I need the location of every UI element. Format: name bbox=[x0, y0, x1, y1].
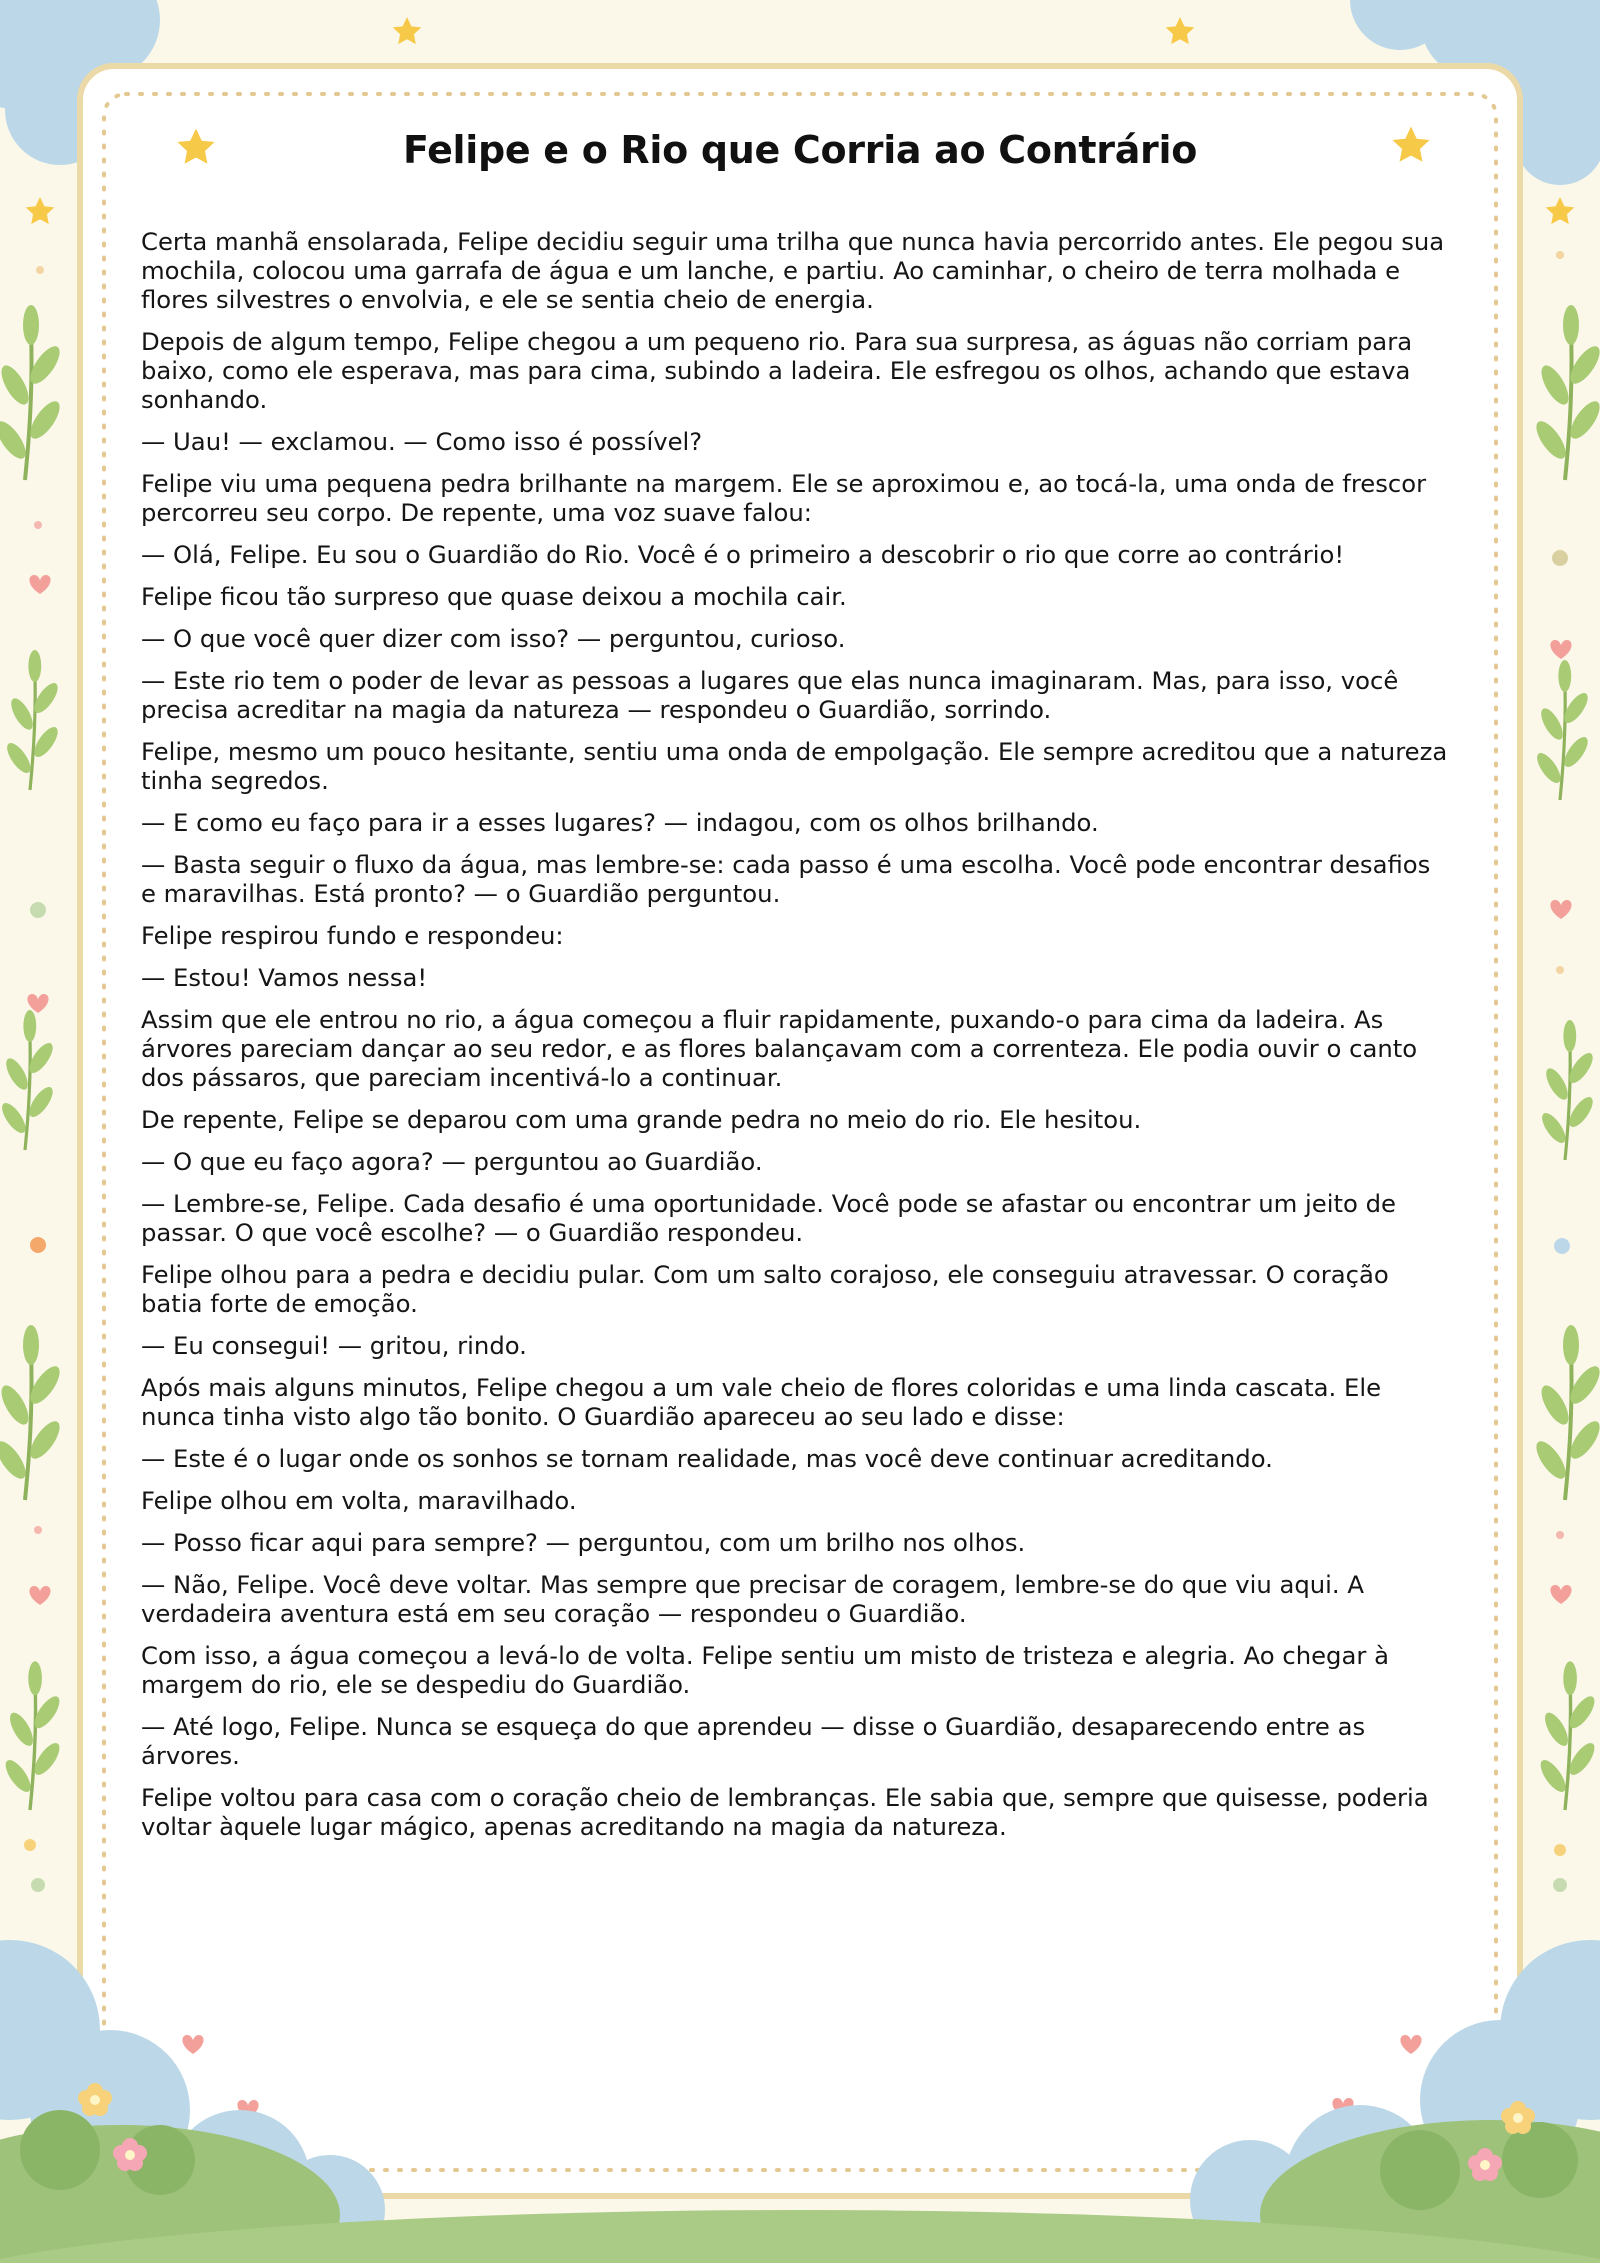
paragraph: Felipe, mesmo um pouco hesitante, sentiu uma onda de empolgação. Ele sempre acreditou que a natureza tinha segredos. bbox=[141, 737, 1448, 795]
paragraph: — O que você quer dizer com isso? — perguntou, curioso. bbox=[141, 624, 846, 653]
paragraph: Felipe ficou tão surpreso que quase deixou a mochila cair. bbox=[141, 582, 847, 611]
paragraph: Certa manhã ensolarada, Felipe decidiu seguir uma trilha que nunca havia percorrido antes. Ele pegou sua mochila, colocou uma garrafa de água e um lanche, e partiu. Ao caminhar, o cheiro de terra molhada e flores silvestres o envolvia, e ele se sentia cheio de energia. bbox=[141, 227, 1445, 314]
story-title: Felipe e o Rio que Corria ao Contrário bbox=[402, 128, 1198, 172]
paragraph: Depois de algum tempo, Felipe chegou a um pequeno rio. Para sua surpresa, as águas não corriam para baixo, como ele esperava, mas para cima, subindo a ladeira. Ele esfregou os olhos, achando que estava sonhando. bbox=[141, 327, 1413, 414]
paragraph: — Posso ficar aqui para sempre? — perguntou, com um brilho nos olhos. bbox=[141, 1528, 1026, 1557]
paragraph: Felipe viu uma pequena pedra brilhante na margem. Ele se aproximou e, ao tocá-la, uma onda de frescor percorreu seu corpo. De repente, uma voz suave falou: bbox=[141, 469, 1427, 527]
paragraph: — Este é o lugar onde os sonhos se tornam realidade, mas você deve continuar acreditando. bbox=[141, 1444, 1273, 1473]
paragraph: — Lembre-se, Felipe. Cada desafio é uma oportunidade. Você pode se afastar ou encontrar um jeito de passar. O que você escolhe? — o Guardião respondeu. bbox=[141, 1189, 1396, 1247]
paragraph: — Olá, Felipe. Eu sou o Guardião do Rio. Você é o primeiro a descobrir o rio que corre ao contrário! bbox=[141, 540, 1345, 569]
paragraph: Após mais alguns minutos, Felipe chegou a um vale cheio de flores coloridas e uma linda cascata. Ele nunca tinha visto algo tão bonito. O Guardião apareceu ao seu lado e disse: bbox=[141, 1373, 1382, 1431]
paragraph: Felipe respirou fundo e respondeu: bbox=[141, 921, 564, 950]
paragraph: — Este rio tem o poder de levar as pessoas a lugares que elas nunca imaginaram. Mas, para isso, você precisa acreditar na magia da natureza — respondeu o Guardião, sorrindo. bbox=[141, 666, 1399, 724]
paragraph: — Não, Felipe. Você deve voltar. Mas sempre que precisar de coragem, lembre-se do que viu aqui. A verdadeira aventura está em seu coração — respondeu o Guardião. bbox=[141, 1570, 1364, 1628]
paragraph: Assim que ele entrou no rio, a água começou a fluir rapidamente, puxando-o para cima da ladeira. As árvores pareciam dançar ao seu redor, e as flores balançavam com a correnteza. Ele podia ouvir o canto dos pássaros, que pareciam incentivá-lo a continuar. bbox=[141, 1005, 1418, 1092]
paragraph: Felipe voltou para casa com o coração cheio de lembranças. Ele sabia que, sempre que quisesse, poderia voltar àquele lugar mágico, apenas acreditando na magia da natureza. bbox=[141, 1783, 1429, 1841]
paragraph: — Uau! — exclamou. — Como isso é possível? bbox=[141, 427, 703, 456]
paragraph: Felipe olhou para a pedra e decidiu pular. Com um salto corajoso, ele conseguiu atravessar. O coração batia forte de emoção. bbox=[141, 1260, 1389, 1318]
paragraph: — O que eu faço agora? — perguntou ao Guardião. bbox=[141, 1147, 763, 1176]
paragraph: — Estou! Vamos nessa! bbox=[141, 963, 428, 992]
paragraph: — Até logo, Felipe. Nunca se esqueça do que aprendeu — disse o Guardião, desaparecendo entre as árvores. bbox=[141, 1712, 1366, 1770]
paragraph: De repente, Felipe se deparou com uma grande pedra no meio do rio. Ele hesitou. bbox=[141, 1105, 1142, 1134]
paragraph: — E como eu faço para ir a esses lugares? — indagou, com os olhos brilhando. bbox=[141, 808, 1099, 837]
paragraph: — Eu consegui! — gritou, rindo. bbox=[141, 1331, 527, 1360]
paragraph: Com isso, a água começou a levá-lo de volta. Felipe sentiu um misto de tristeza e alegria. Ao chegar à margem do rio, ele se despediu do Guardião. bbox=[141, 1641, 1389, 1699]
paragraph: — Basta seguir o fluxo da água, mas lembre-se: cada passo é uma escolha. Você pode encontrar desafios e maravilhas. Está pronto? — o Guardião perguntou. bbox=[141, 850, 1431, 908]
story-body bbox=[141, 227, 1451, 1854]
paragraph: Felipe olhou em volta, maravilhado. bbox=[141, 1486, 577, 1515]
